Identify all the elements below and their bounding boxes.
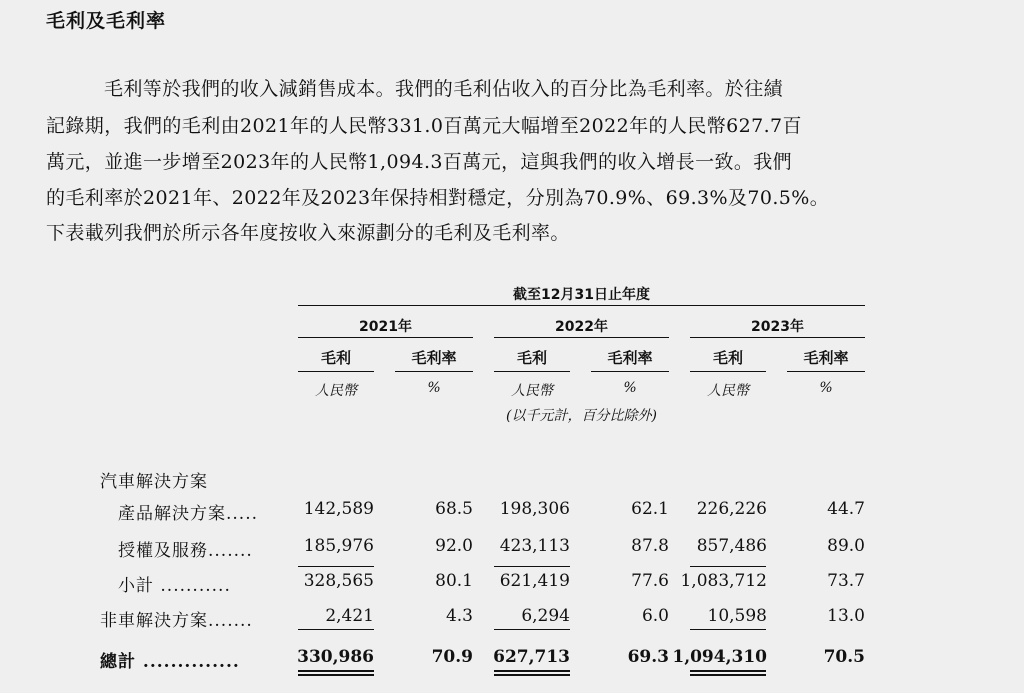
- row-licensing-services-label: 授權及服務.......: [118, 541, 253, 561]
- sub-rule: [298, 371, 374, 372]
- sum-rule: [298, 629, 374, 630]
- row-subtotal-label: 小計 ...........: [118, 576, 231, 596]
- row-subtotal-cell: 1,083,712: [680, 571, 767, 591]
- row-total-cell: 1,094,310: [672, 647, 767, 667]
- row-licensing-services-cell: 423,113: [499, 536, 570, 556]
- sub-rule: [690, 371, 766, 372]
- paragraph-line-4: 的毛利率於2021年、2022年及2023年保持相對穩定，分別為70.9%、69.3%及70.5%。: [46, 187, 830, 209]
- total-double-rule: [494, 670, 570, 676]
- unit-percent-2021: %: [427, 380, 441, 396]
- col-margin-2022: 毛利率: [607, 349, 653, 367]
- row-total-label: 總計 ..............: [100, 652, 240, 672]
- header-rule: [298, 305, 865, 306]
- row-non-auto-solutions-label: 非車解決方案.......: [100, 611, 253, 631]
- row-product-solutions-cell: 142,589: [303, 499, 374, 519]
- row-subtotal-cell: 80.1: [435, 571, 473, 591]
- row-total-cell: 70.5: [823, 647, 865, 667]
- row-product-solutions-cell: 198,306: [499, 499, 570, 519]
- row-subtotal-cell: 77.6: [631, 571, 669, 591]
- unit-currency-2021: 人民幣: [315, 383, 357, 399]
- row-total-cell: 70.9: [431, 647, 473, 667]
- row-product-solutions-label: 產品解決方案.....: [118, 504, 259, 524]
- col-profit-2021: 毛利: [320, 349, 351, 367]
- year-2021: 2021年: [359, 319, 412, 335]
- sub-rule: [787, 371, 865, 372]
- row-subtotal-cell: 73.7: [827, 571, 865, 591]
- row-non-auto-solutions-cell: 2,421: [325, 606, 374, 626]
- col-profit-2022: 毛利: [516, 349, 547, 367]
- year-2022: 2022年: [555, 319, 608, 335]
- row-non-auto-solutions-cell: 4.3: [445, 606, 473, 626]
- section-title: 毛利及毛利率: [46, 10, 167, 32]
- year-2022-rule: [494, 337, 669, 338]
- row-non-auto-solutions-cell: 6.0: [641, 606, 669, 626]
- unit-percent-2023: %: [819, 380, 833, 396]
- unit-percent-2022: %: [623, 380, 637, 396]
- sum-rule: [494, 629, 570, 630]
- row-non-auto-solutions-cell: 10,598: [707, 606, 767, 626]
- unit-currency-2023: 人民幣: [707, 383, 749, 399]
- row-licensing-services-cell: 87.8: [631, 536, 669, 556]
- row-licensing-services-cell: 92.0: [435, 536, 473, 556]
- row-total-cell: 330,986: [297, 647, 374, 667]
- paragraph-line-1: 毛利等於我們的收入減銷售成本。我們的毛利佔收入的百分比為毛利率。於往績: [104, 78, 784, 100]
- row-licensing-services-cell: 185,976: [303, 536, 374, 556]
- row-licensing-services-cell: 857,486: [696, 536, 767, 556]
- year-2021-rule: [298, 337, 473, 338]
- total-double-rule: [690, 670, 766, 676]
- sum-rule: [494, 566, 570, 567]
- row-licensing-services-cell: 89.0: [827, 536, 865, 556]
- row-non-auto-solutions-cell: 13.0: [827, 606, 865, 626]
- unit-currency-2022: 人民幣: [511, 383, 553, 399]
- sub-rule: [395, 371, 473, 372]
- row-non-auto-solutions-cell: 6,294: [521, 606, 570, 626]
- paragraph-line-2: 記錄期，我們的毛利由2021年的人民幣331.0百萬元大幅增至2022年的人民幣627.7百: [46, 115, 802, 137]
- row-product-solutions-cell: 44.7: [827, 499, 865, 519]
- col-profit-2023: 毛利: [712, 349, 743, 367]
- row-product-solutions-cell: 226,226: [696, 499, 767, 519]
- year-2023-rule: [690, 337, 865, 338]
- sum-rule: [690, 566, 766, 567]
- row-product-solutions-cell: 62.1: [631, 499, 669, 519]
- year-2023: 2023年: [751, 319, 804, 335]
- unit-note: (以千元計，百分比除外): [506, 408, 657, 424]
- paragraph-line-5: 下表載列我們於所示各年度按收入來源劃分的毛利及毛利率。: [46, 222, 570, 244]
- col-margin-2023: 毛利率: [803, 349, 849, 367]
- sum-rule: [298, 566, 374, 567]
- col-margin-2021: 毛利率: [411, 349, 457, 367]
- period-header: 截至12月31日止年度: [513, 287, 650, 303]
- row-total-cell: 627,713: [493, 647, 570, 667]
- row-product-solutions-cell: 68.5: [435, 499, 473, 519]
- total-double-rule: [298, 670, 374, 676]
- paragraph-line-3: 萬元，並進一步增至2023年的人民幣1,094.3百萬元，這與我們的收入增長一致。我們: [46, 151, 793, 173]
- group-label-auto-solutions: 汽車解決方案: [100, 472, 208, 492]
- sum-rule: [690, 629, 766, 630]
- row-subtotal-cell: 328,565: [303, 571, 374, 591]
- row-total-cell: 69.3: [627, 647, 669, 667]
- sub-rule: [591, 371, 669, 372]
- row-subtotal-cell: 621,419: [499, 571, 570, 591]
- sub-rule: [494, 371, 570, 372]
